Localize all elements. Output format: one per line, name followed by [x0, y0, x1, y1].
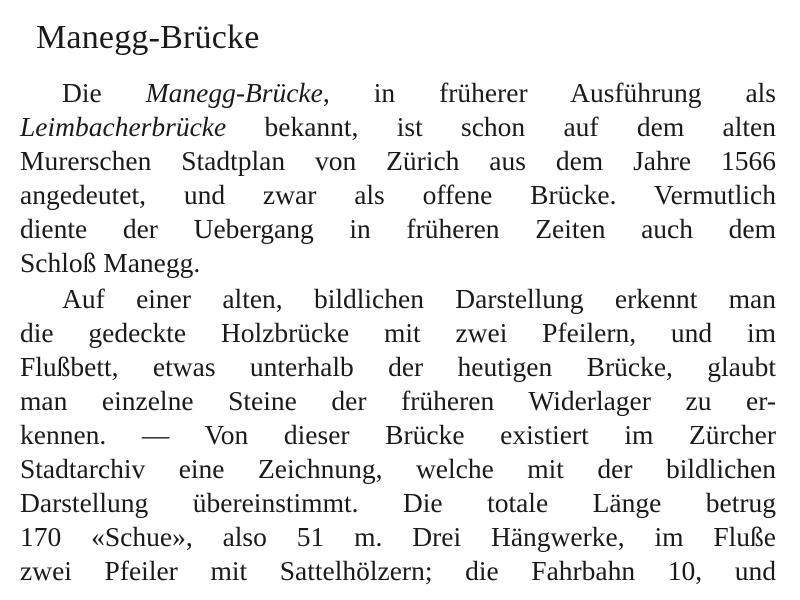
text-run: , in früherer Ausführung als — [322, 77, 776, 108]
text-line: angedeutet, und zwar als offene Brücke. Vermutlich — [20, 179, 776, 210]
italic-term: Manegg-Brücke — [145, 77, 323, 108]
text-run: bekannt, ist schon auf dem alten — [226, 111, 776, 142]
text-line: Murerschen Stadtplan von Zürich aus dem Jahre 1566 — [20, 145, 776, 176]
text-line: Darstellung übereinstimmt. Die totale Länge betrug — [20, 487, 776, 518]
text-line: Schloß Manegg. — [20, 247, 201, 278]
text-line: die gedeckte Holzbrücke mit zwei Pfeilern, und im — [20, 317, 776, 348]
text-line — [62, 76, 776, 110]
text-line: 170 «Schue», also 51 m. Drei Hängwerke, im Fluße — [20, 521, 776, 552]
text-line: Flußbett, etwas unterhalb der heutigen Brücke, glaubt — [20, 351, 776, 382]
text-line: zwei Pfeiler mit Sattelhölzern; die Fahrbahn 10, und — [20, 555, 776, 586]
text-line: Stadtarchiv eine Zeichnung, welche mit der bildlichen — [20, 453, 776, 484]
text-line: Auf einer alten, bildlichen Darstellung erkennt man — [62, 283, 776, 314]
text-run: Die — [62, 77, 146, 108]
document-title: Manegg-Brücke — [36, 19, 260, 56]
italic-term: Leimbacherbrücke — [20, 111, 227, 142]
text-line: man einzelne Steine der früheren Widerlager zu er- — [20, 385, 776, 416]
text-line: kennen. — Von dieser Brücke existiert im Zürcher — [20, 419, 776, 450]
text-line — [20, 110, 776, 144]
text-line: diente der Uebergang in früheren Zeiten auch dem — [20, 213, 776, 244]
